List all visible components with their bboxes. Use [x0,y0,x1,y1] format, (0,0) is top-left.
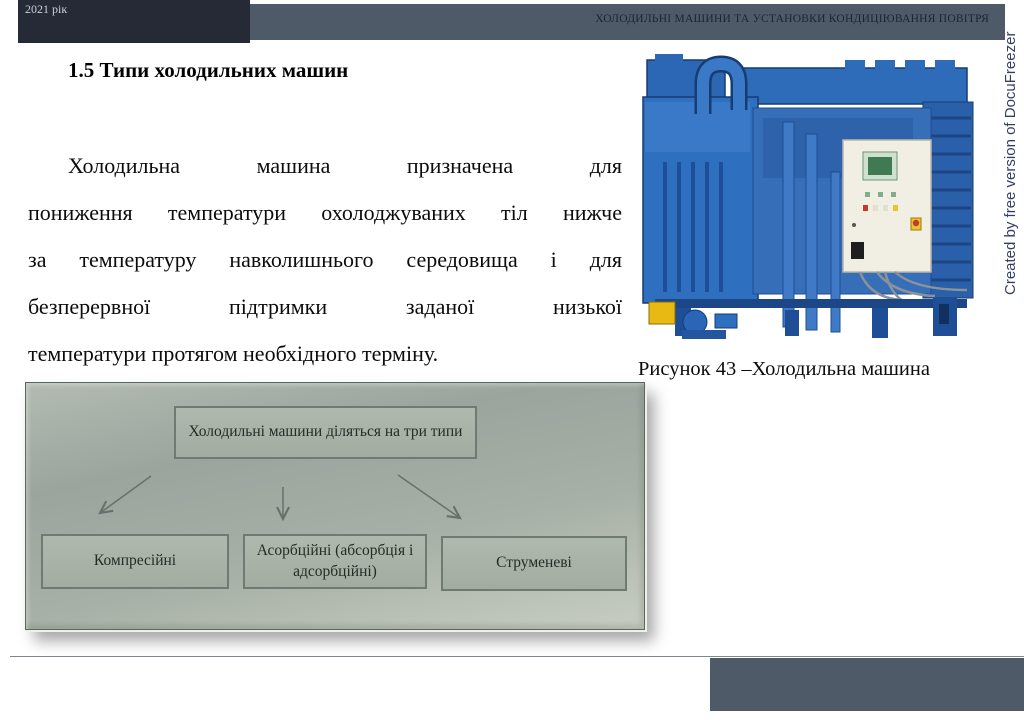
footer-bar [710,658,1024,711]
header-title: ХОЛОДИЛЬНІ МАШИНИ ТА УСТАНОВКИ КОНДИЦІЮВАННЯ ПОВІТРЯ [595,13,989,25]
body-paragraph [28,142,622,377]
paragraph-line: за температуру навколишнього середовища і для [28,247,622,272]
refrigeration-machine-image [635,52,980,357]
year-box [18,0,250,43]
section-title: 1.5 Типи холодильних машин [68,58,349,82]
diagram-root-node: Холодильні машини діляться на три типи [174,406,477,459]
diagram-node-absorption: Асорбційні (абсорбція і адсорбційні) [243,534,427,589]
watermark-text: Created by free version of DocuFreezer [1002,31,1019,295]
year-label: 2021 рік [25,2,68,16]
diagram-node-jet: Струменеві [441,536,627,591]
figure-caption: Рисунок 43 –Холодильна машина [638,358,930,380]
footer-divider-line [10,656,1024,657]
paragraph-line: температури протягом необхідного терміну. [28,341,439,366]
diagram-panel [25,382,645,630]
paragraph-line: пониження температури охолоджуваних тіл нижче [28,200,622,225]
paragraph-line: Холодильна машина призначена для [68,153,622,178]
paragraph-line: безперервної підтримки заданої низької [28,294,622,319]
diagram-node-compression: Компресійні [41,534,229,589]
